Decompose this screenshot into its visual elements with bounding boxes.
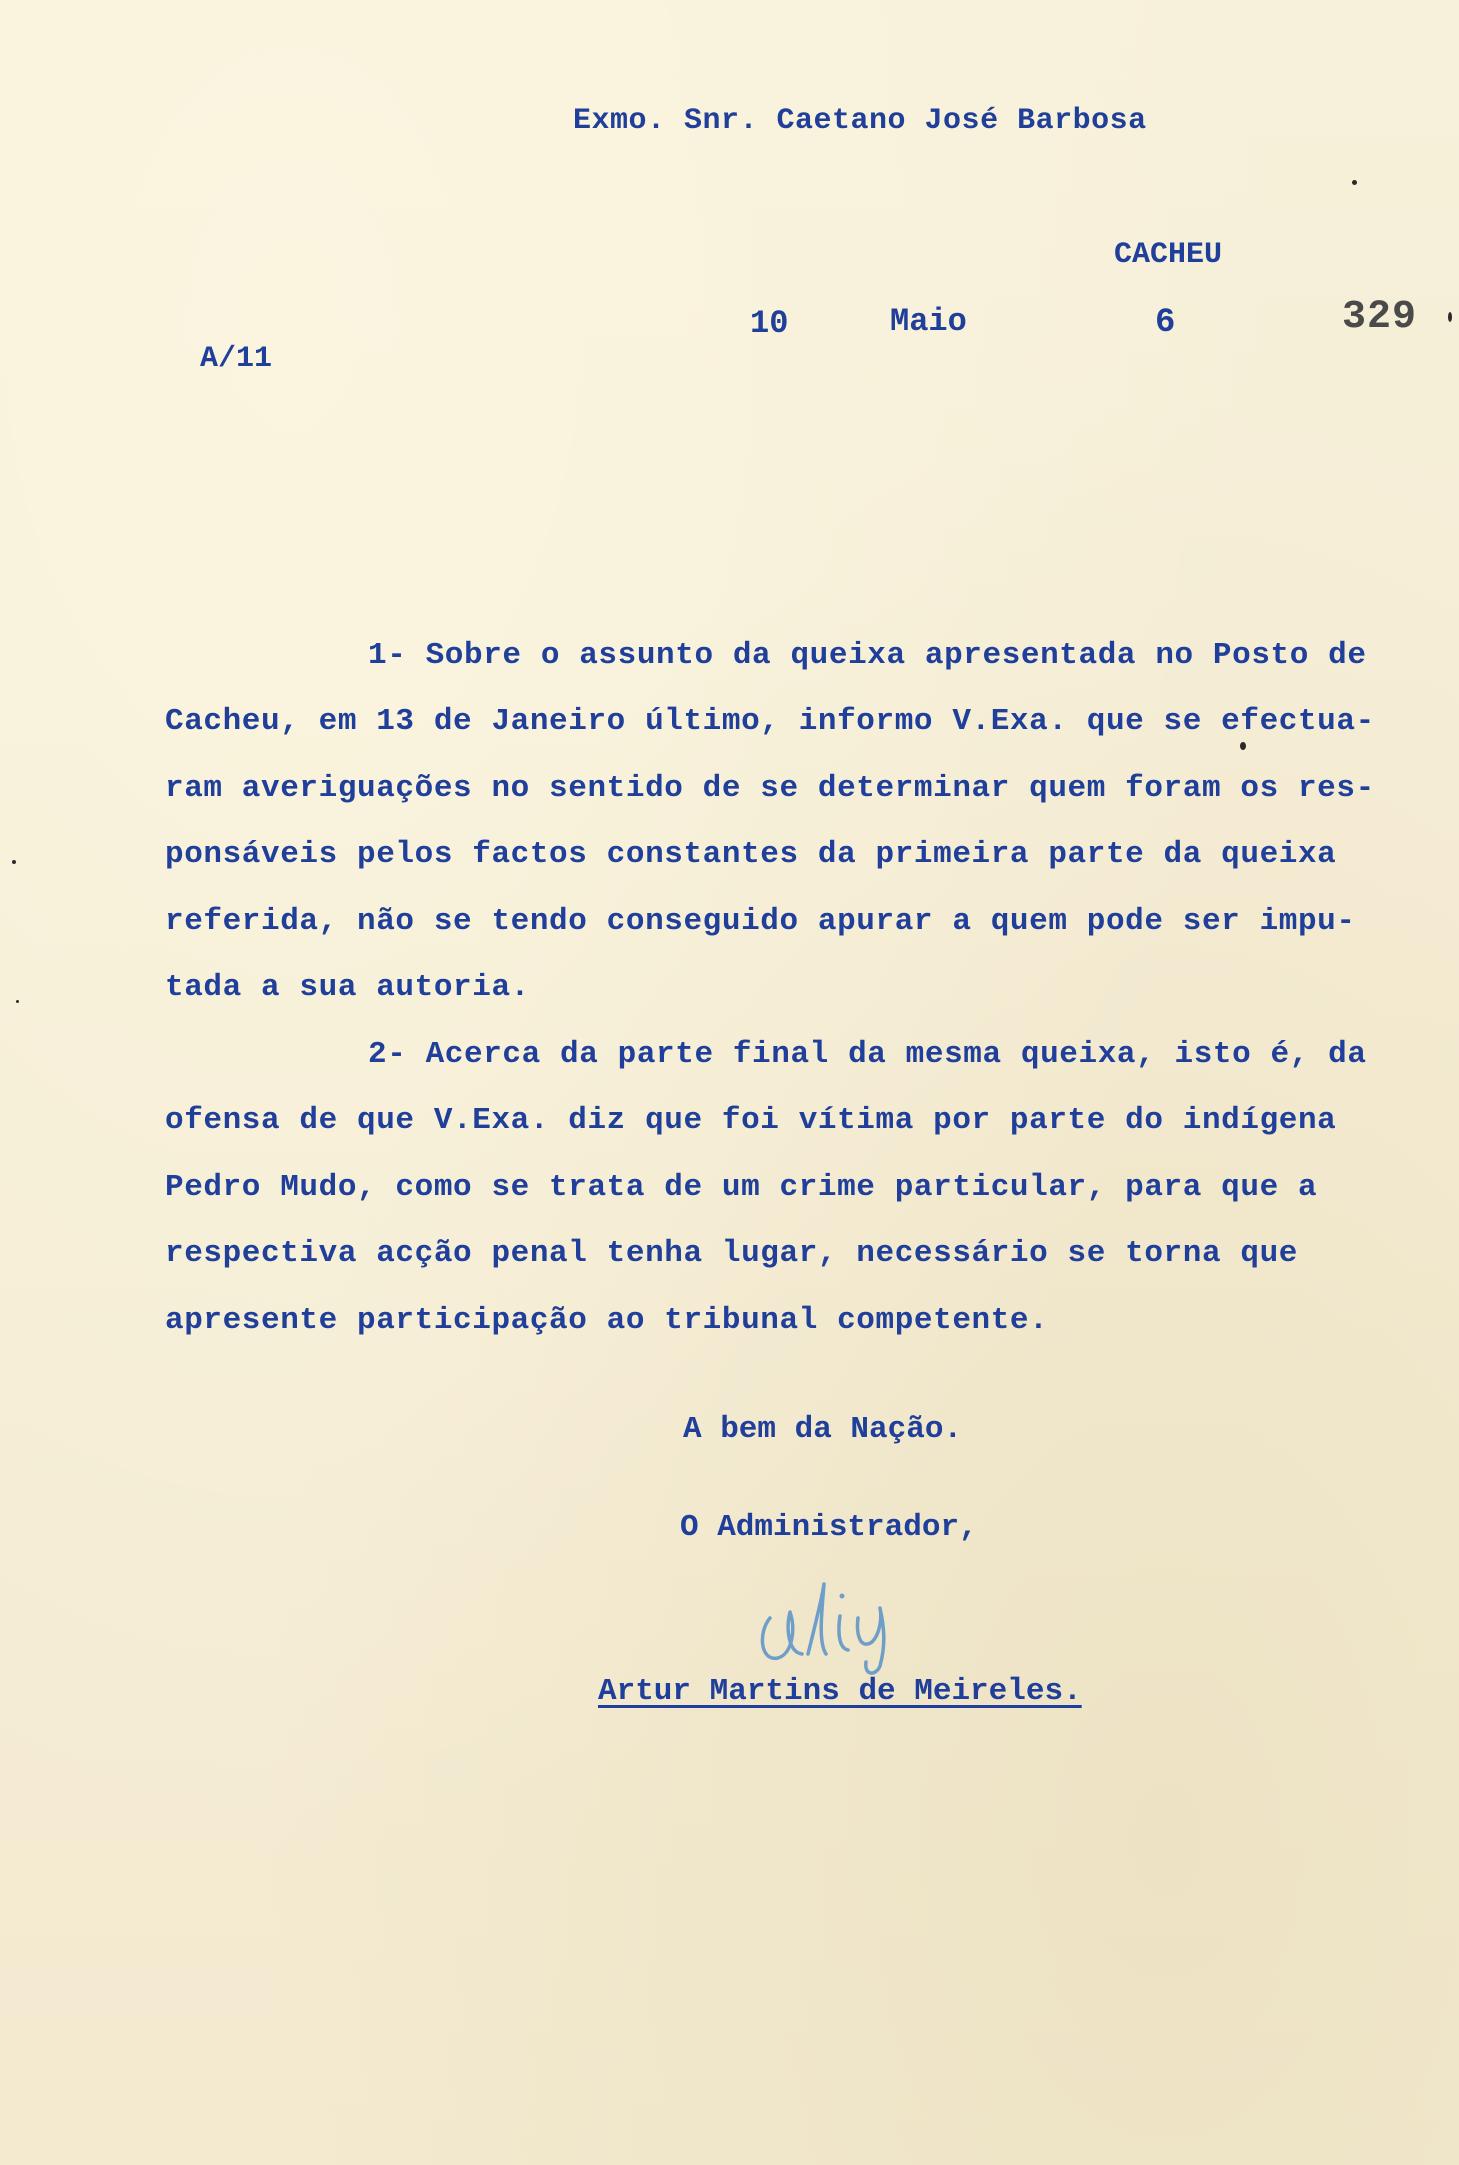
paper-speck [1240,742,1246,750]
body-line: ram averiguações no sentido de se determinar quem foram os res- [165,771,1375,806]
paper-speck [1448,312,1452,322]
closing-salutation: A bem da Nação. [683,1412,963,1447]
paper-speck [12,860,16,864]
archive-stamp-number: 329 [1342,295,1418,340]
body-line: 2- Acerca da parte final da mesma queixa, isto é, da [368,1037,1367,1072]
signer-title: O Administrador, [680,1510,978,1545]
body-line: 1- Sobre o assunto da queixa apresentada no Posto de [368,638,1367,673]
body-line: ponsáveis pelos factos constantes da primeira parte da queixa [165,837,1337,872]
handwritten-signature [752,1570,972,1680]
addressee-line: Exmo. Snr. Caetano José Barbosa [573,104,1147,138]
paper-speck [1352,180,1357,185]
body-line: Pedro Mudo, como se trata de um crime particular, para que a [165,1170,1318,1205]
body-line: tada a sua autoria. [165,970,530,1005]
document-number: 6 [1155,304,1176,342]
date-month: Maio [890,303,967,340]
body-line: referida, não se tendo conseguido apurar a quem pode ser impu- [165,904,1356,939]
body-line: ofensa de que V.Exa. diz que foi vítima por parte do indígena [165,1103,1337,1138]
place-name: CACHEU [1114,238,1223,272]
paper-speck [16,1000,19,1003]
body-line: respectiva acção penal tenha lugar, necessário se torna que [165,1236,1298,1271]
body-line: apresente participação ao tribunal competente. [165,1303,1049,1338]
date-day: 10 [750,305,789,342]
reference-code: A/11 [200,342,273,376]
body-line: Cacheu, em 13 de Janeiro último, informo V.Exa. que se efectua- [165,704,1375,739]
signer-name: Artur Martins de Meireles. [598,1674,1082,1709]
